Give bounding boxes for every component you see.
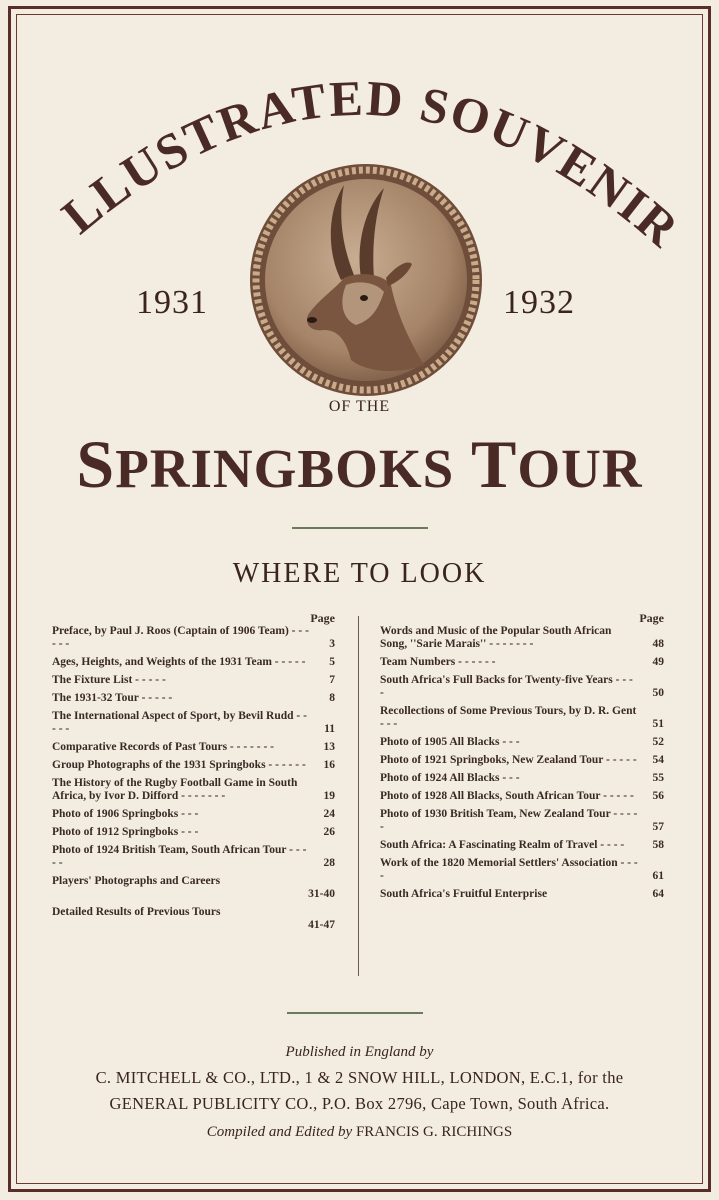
entry-page: 5: [329, 656, 335, 668]
contents-entry: Words and Music of the Popular South African Song, ''Sarie Marais'' - - - - - - - 48: [380, 625, 664, 650]
page-column-label: Page: [310, 611, 335, 625]
contents-entry: Players' Photographs and Careers 31-40: [52, 875, 335, 900]
contents-entry: The History of the Rugby Football Game in South Africa, by Ivor D. Difford - - - - - - - 19: [52, 777, 335, 802]
entry-page: 64: [652, 888, 664, 900]
entry-page: 41-47: [308, 919, 335, 931]
entry-page: 56: [652, 790, 664, 802]
contents-entry: Photo of 1930 British Team, New Zealand Tour - - - - - 57: [380, 808, 664, 833]
entry-page: 11: [324, 723, 335, 735]
contents-entry: Preface, by Paul J. Roos (Captain of 1906 Team) - - - - - - 3: [52, 625, 335, 650]
entry-page: 7: [329, 674, 335, 686]
entry-page: 3: [329, 638, 335, 650]
entry-page: 24: [323, 808, 335, 820]
publisher-line-2: GENERAL PUBLICITY CO., P.O. Box 2796, Cape Town, South Africa.: [109, 1094, 610, 1113]
page-column-label: Page: [639, 611, 664, 625]
entry-page: 26: [323, 826, 335, 838]
contents-entry: Photo of 1924 British Team, South African Tour - - - - - 28: [52, 844, 335, 869]
publisher-line-1: C. MITCHELL & CO., LTD., 1 & 2 SNOW HILL, LONDON, E.C.1, for the: [95, 1068, 624, 1087]
column-divider: [358, 616, 359, 976]
editor-name: FRANCIS G. RICHINGS: [355, 1124, 513, 1140]
entry-page: 31-40: [308, 888, 335, 900]
entry-page: 51: [652, 718, 664, 730]
contents-column-left: [52, 612, 335, 937]
arc-title-text: LLUSTRATED SOUVENIR: [51, 69, 691, 259]
entry-page: 57: [652, 821, 664, 833]
contents-entry: South Africa's Full Backs for Twenty-five Years - - - - 50: [380, 674, 664, 699]
springbok-medallion: [246, 160, 486, 400]
entry-page: 61: [652, 870, 664, 882]
main-title: [0, 425, 719, 504]
entry-page: 13: [323, 741, 335, 753]
contents-entry: Team Numbers - - - - - - 49: [380, 656, 664, 668]
entry-page: 55: [652, 772, 664, 784]
entry-page: 52: [652, 736, 664, 748]
entry-page: 58: [652, 839, 664, 851]
compiled-label: Compiled and Edited by: [206, 1124, 353, 1140]
contents-entry: South Africa's Fruitful Enterprise 64: [380, 888, 664, 900]
contents-entry: Ages, Heights, and Weights of the 1931 Team - - - - - 5: [52, 656, 335, 668]
contents-heading: WHERE TO LOOK: [232, 558, 487, 589]
entry-page: 8: [329, 692, 335, 704]
entry-page: 50: [652, 687, 664, 699]
of-the-label: OF THE: [328, 398, 391, 415]
contents-entry: The 1931-32 Tour - - - - - 8: [52, 692, 335, 704]
contents-entry: Photo of 1906 Springboks - - - 24: [52, 808, 335, 820]
contents-entry: The International Aspect of Sport, by Bevil Rudd - - - - - 11: [52, 710, 335, 735]
entry-page: 16: [323, 759, 335, 771]
contents-entry: Photo of 1921 Springboks, New Zealand Tour - - - - - 54: [380, 754, 664, 766]
contents-entry: Photo of 1905 All Blacks - - - 52: [380, 736, 664, 748]
year-end: 1932: [503, 284, 575, 321]
contents-entry: Work of the 1820 Memorial Settlers' Association - - - - 61: [380, 857, 664, 882]
contents-entry: Photo of 1928 All Blacks, South African Tour - - - - - 56: [380, 790, 664, 802]
entry-page: 19: [323, 790, 335, 802]
contents-entry: Comparative Records of Past Tours - - - - - - - 13: [52, 741, 335, 753]
contents-entry: Detailed Results of Previous Tours 41-47: [52, 906, 335, 931]
title-word2-initial: T: [471, 426, 518, 502]
ornament-rule-top: [292, 527, 428, 529]
contents-entry: Photo of 1924 All Blacks - - - 55: [380, 772, 664, 784]
ornament-rule-bottom: [287, 1012, 423, 1014]
entry-page: 54: [652, 754, 664, 766]
entry-page: 49: [652, 656, 664, 668]
title-word1-initial: S: [76, 426, 116, 502]
entry-page: 28: [323, 857, 335, 869]
title-word1-rest: PRINGBOKS: [115, 438, 455, 499]
contents-column-right: [380, 612, 664, 906]
contents-entry: Group Photographs of the 1931 Springboks - - - - - - 16: [52, 759, 335, 771]
contents-entry: South Africa: A Fascinating Realm of Travel - - - - 58: [380, 839, 664, 851]
contents-entry: The Fixture List - - - - - 7: [52, 674, 335, 686]
contents-entry: Photo of 1912 Springboks - - - 26: [52, 826, 335, 838]
year-start: 1931: [136, 284, 208, 321]
title-word2-rest: OUR: [517, 438, 643, 499]
compiled-line: [0, 1124, 719, 1141]
entry-page: 48: [652, 638, 664, 650]
published-label: Published in England by: [285, 1044, 434, 1060]
contents-entry: Recollections of Some Previous Tours, by D. R. Gent - - - 51: [380, 705, 664, 730]
